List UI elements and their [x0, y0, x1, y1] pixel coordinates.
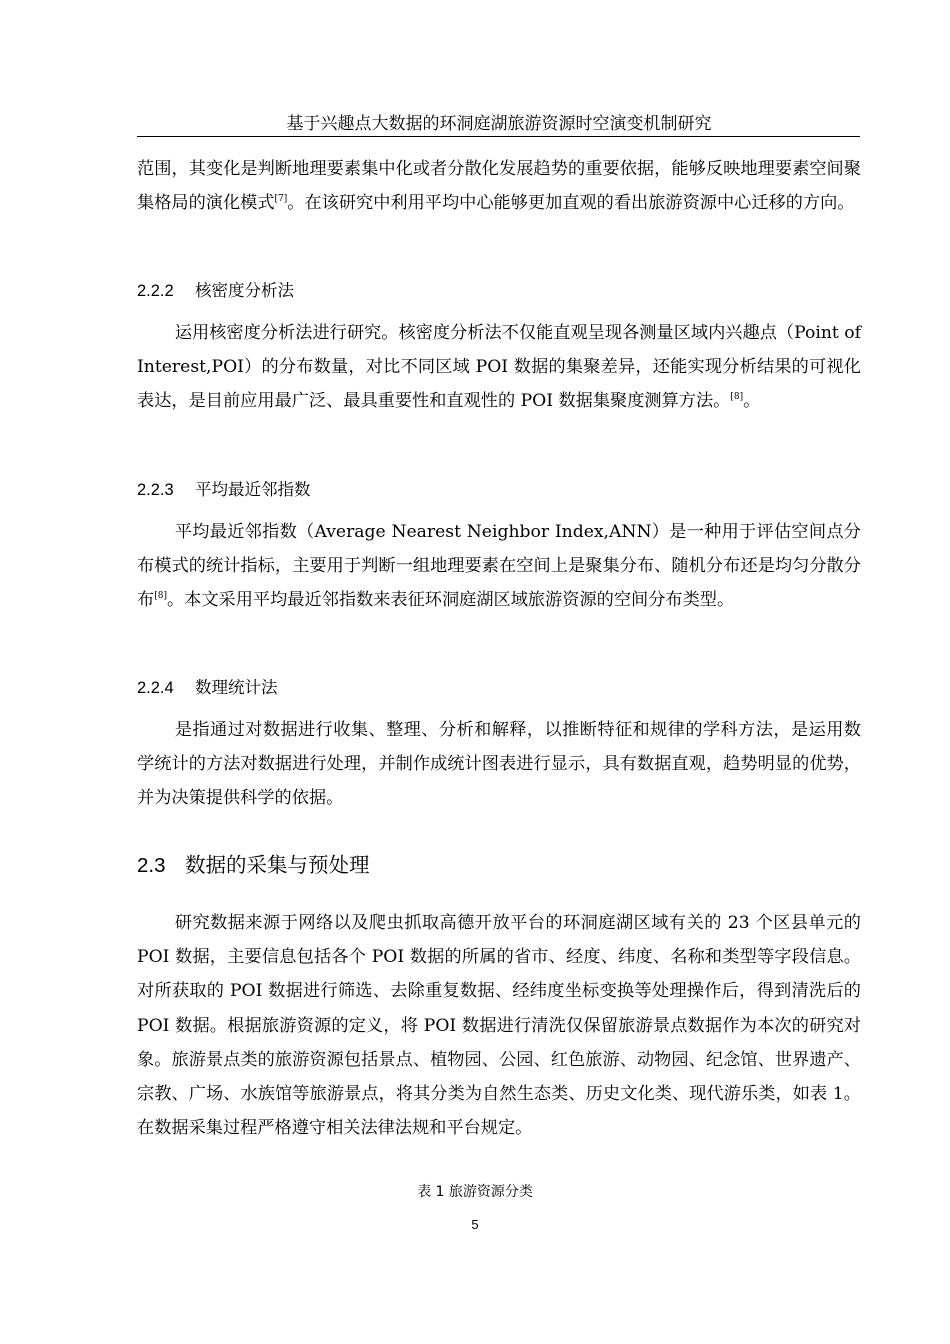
- citation-ref: [7]: [274, 194, 288, 205]
- running-header: 基于兴趣点大数据的环洞庭湖旅游资源时空演变机制研究: [286, 114, 712, 134]
- page-number: 5: [471, 1217, 479, 1232]
- paragraph-text: 。在该研究中利用平均中心能够更加直观的看出旅游资源中心迁移的方向。: [287, 193, 855, 214]
- paragraph-text: 平均最近邻指数（Average Nearest Neighbor Index,ANN）是一种用于评估空间点分布模式的统计指标，主要用于判断一组地理要素在空间上是聚集分布、随机分布还是均匀分散分布: [137, 522, 861, 611]
- paragraph-statistics: 是指通过对数据进行收集、整理、分析和解释，以推断特征和规律的学科方法，是运用数学统计的方法对数据进行处理，并制作成统计图表进行显示，具有数据直观，趋势明显的优势，并为决策提供科学的依据。: [137, 720, 861, 809]
- paragraph-kernel-density: [137, 316, 861, 419]
- section-number: 2.2.2: [137, 282, 174, 300]
- section-title: 核密度分析法: [195, 281, 294, 300]
- citation-ref: [8]: [730, 392, 744, 403]
- citation-ref: [8]: [154, 591, 167, 602]
- paragraph-text: 范围，其变化是判断地理要素集中化或者分散化发展趋势的重要依据，能够反映地理要素空间聚集格局的演化模式: [137, 159, 861, 214]
- paragraph-ann: [137, 515, 861, 618]
- table-caption: 表 1 旅游资源分类: [417, 1184, 533, 1200]
- paragraph-text: 。: [743, 391, 761, 412]
- section-number: 2.2.3: [137, 481, 174, 499]
- section-heading-2-2-2: [137, 279, 294, 303]
- section-title: 数理统计法: [195, 678, 278, 697]
- header-rule: [137, 136, 860, 137]
- section-heading-2-2-4: [137, 676, 278, 700]
- section-number: 2.3: [137, 854, 166, 877]
- section-title: 平均最近邻指数: [195, 480, 311, 499]
- paragraph-text: 运用核密度分析法进行研究。核密度分析法不仅能直观呈现各测量区域内兴趣点（Point of Interest,POI）的分布数量，对比不同区域 POI 数据的集聚差异，还能实现分析结果的可视化表达，是目前应用最广泛、最具重要性和直观性的 POI 数据集聚度测算方法。: [137, 323, 861, 412]
- section-title: 数据的采集与预处理: [185, 853, 370, 877]
- section-heading-2-3: [137, 851, 370, 880]
- section-number: 2.2.4: [137, 679, 174, 697]
- paragraph-text: 。本文采用平均最近邻指数来表征环洞庭湖区域旅游资源的空间分布类型。: [166, 590, 735, 611]
- paragraph-mean-center: [137, 152, 861, 220]
- section-heading-2-2-3: [137, 478, 311, 502]
- paragraph-data-collection: 研究数据来源于网络以及爬虫抓取高德开放平台的环洞庭湖区域有关的 23 个区县单元的 POI 数据，主要信息包括各个 POI 数据的所属的省市、经度、纬度、名称和类型等字段信息。对所获取的 POI 数据进行筛选、去除重复数据、经纬度坐标变换等处理操作后，得到清洗后的 POI 数据。根据旅游资源的定义，将 POI 数据进行清洗仅保留旅游景点数据作为本次的研究对象。旅游景点类的旅游资源包括景点、植物园、公园、红色旅游、动物园、纪念馆、世界遗产、宗教、广场、水族馆等旅游景点，将其分类为自然生态类、历史文化类、现代游乐类，如表 1。在数据采集过程严格遵守相关法律法规和平台规定。: [137, 913, 861, 1139]
